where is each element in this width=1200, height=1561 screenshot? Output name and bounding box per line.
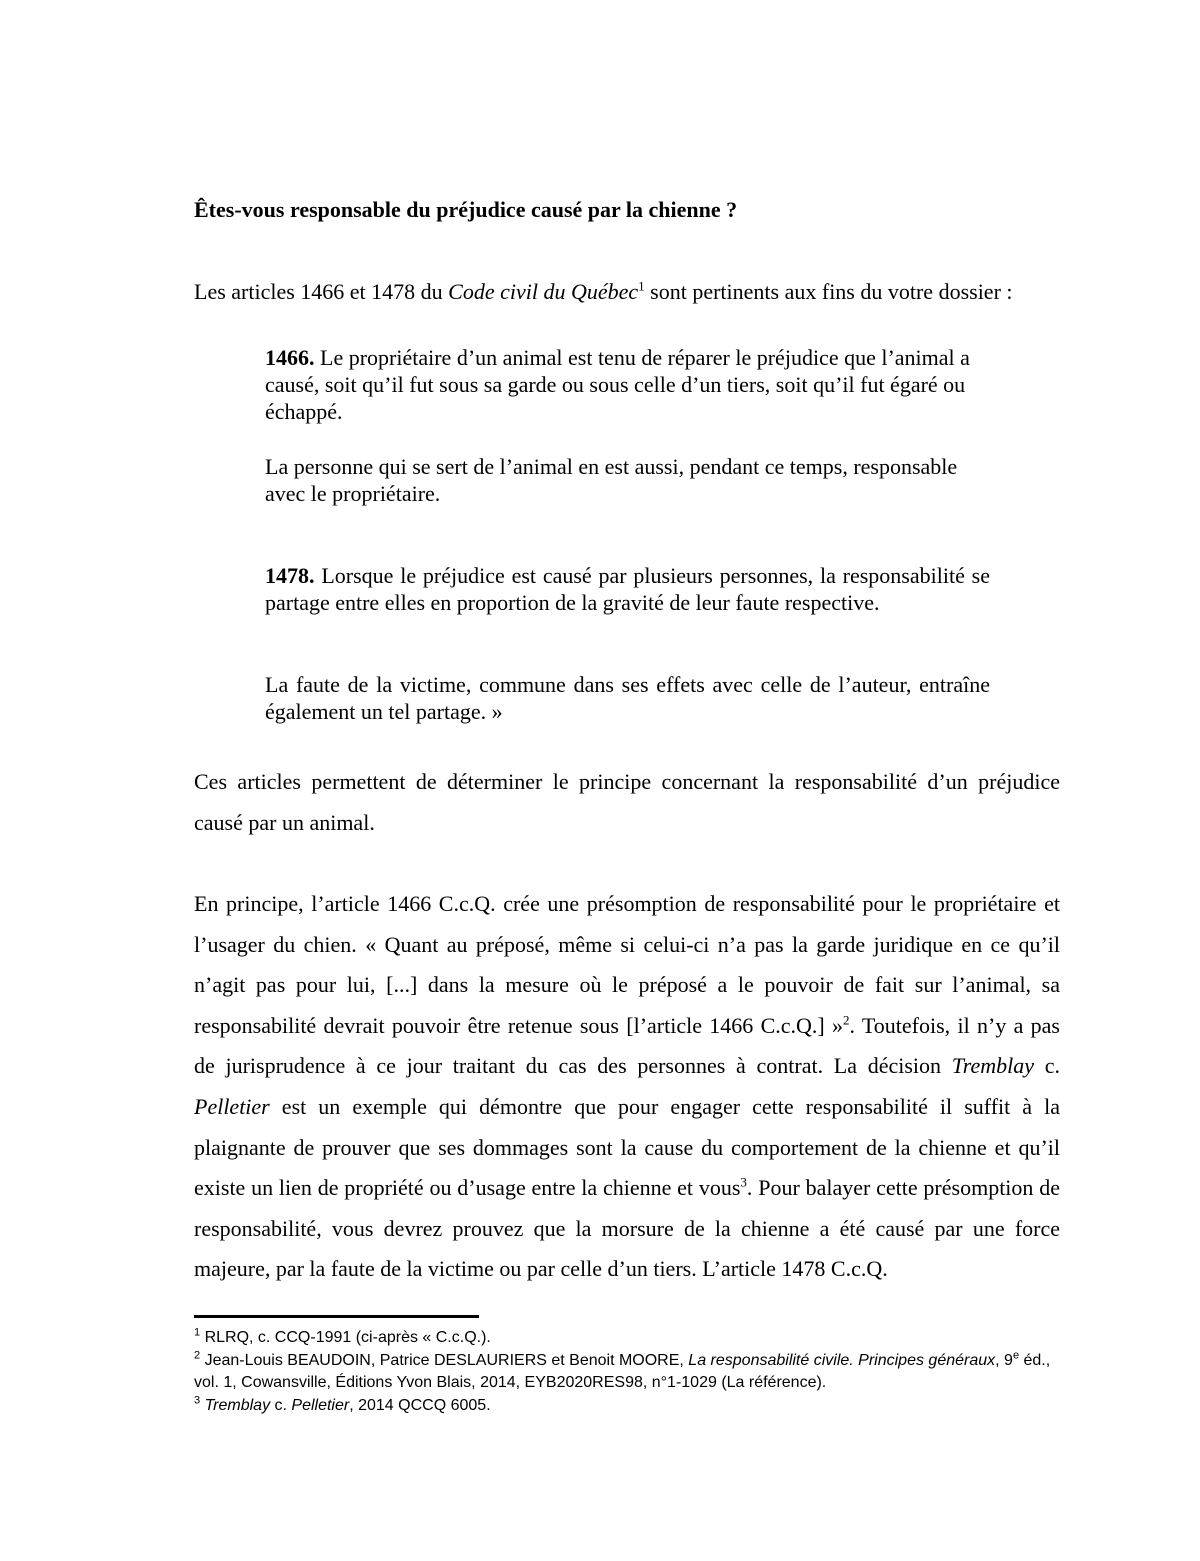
footnote-3-case-2: Pelletier — [291, 1396, 350, 1414]
intro-paragraph — [194, 279, 1013, 305]
footnote-3-rest: , 2014 QCCQ 6005. — [349, 1396, 491, 1414]
intro-text-after: sont pertinents aux fins du votre dossier : — [644, 279, 1013, 304]
article-1478-text-2: La faute de la victime, commune dans ses effets avec celle de l’auteur, entraîne également un tel partage. » — [265, 672, 990, 724]
footnote-2-edition-sup: e — [1012, 1349, 1020, 1362]
footnote-2-text-3: éd., vol. 1, Cowansville, Éditions Yvon Blais, 2014, EYB2020RES98, n°1-1029 (La référence). — [194, 1351, 1051, 1391]
para2-text-2: . Toutefois, il n’y a pas de jurisprudence à ce jour traitant du cas des personnes à contrat. La décision — [194, 1012, 1060, 1079]
footnote-3-case-1: Tremblay — [200, 1396, 271, 1414]
footnote-1-number: 1 — [194, 1326, 201, 1339]
para2-text-5: . Pour balayer cette présomption de responsabilité, vous devrez prouvez que la morsure de la chienne a été causé par une force majeure, par la faute de la victime ou par celle d’un tiers. L’article 1478 C.c.Q. — [194, 1175, 1060, 1282]
footnote-1 — [194, 1327, 1074, 1350]
article-1478-paragraph-2 — [265, 671, 990, 725]
footnote-2-book-title: La responsabilité civile. Principes généraux — [688, 1351, 996, 1369]
intro-text-before: Les articles 1466 et 1478 du — [194, 279, 449, 304]
article-1466-paragraph-2 — [265, 453, 990, 507]
footnote-3-mid: c. — [270, 1396, 292, 1414]
footnotes — [194, 1327, 1074, 1417]
footnote-3 — [194, 1395, 1074, 1418]
footnote-1-text: RLRQ, c. CCQ-1991 (ci-après « C.c.Q.). — [200, 1329, 491, 1346]
para2-text-3: c. — [1034, 1053, 1061, 1079]
footnote-2 — [194, 1350, 1074, 1395]
body-paragraph-2 — [194, 884, 1060, 1290]
case-name-pelletier: Pelletier — [194, 1093, 270, 1119]
code-title: Code civil du Québec — [448, 279, 639, 304]
footnote-2-text-1: Jean-Louis BEAUDOIN, Patrice DESLAURIERS et Benoit MOORE, — [200, 1351, 689, 1369]
case-name-tremblay: Tremblay — [951, 1053, 1035, 1079]
body-paragraph-1 — [194, 762, 1060, 843]
article-1478-number: 1478. — [265, 563, 315, 588]
footnote-2-number: 2 — [194, 1349, 201, 1362]
para2-text-1: En principe, l’article 1466 C.c.Q. crée une présomption de responsabilité pour le propriétaire et l’usager du chien. « Quant au préposé, même si celui-ci n’a pas la garde juridique en ce qu’il n’agit pas pour lui, [...] dans la mesure où le préposé a le pouvoir de fait sur l’animal, sa responsabilité devrait pouvoir être retenue sous [l’article 1466 C.c.Q.] » — [194, 891, 1060, 1038]
article-1466-paragraph-1 — [265, 344, 990, 425]
footnote-divider — [194, 1315, 479, 1318]
footnote-3-number: 3 — [194, 1394, 201, 1407]
article-1466-text-2: La personne qui se sert de l’animal en est aussi, pendant ce temps, responsable avec le propriétaire. — [265, 454, 958, 506]
footnote-ref-2: 2 — [843, 1012, 850, 1028]
footnote-2-text-2: , 9 — [995, 1351, 1013, 1369]
article-1478-text-1: Lorsque le préjudice est causé par plusieurs personnes, la responsabilité se partage entre elles en proportion de la gravité de leur faute respective. — [265, 563, 990, 615]
article-1478-paragraph-1 — [265, 562, 990, 616]
body-paragraph-1-text: Ces articles permettent de déterminer le principe concernant la responsabilité d’un préjudice causé par un animal. — [194, 769, 1060, 835]
footnote-ref-3: 3 — [740, 1174, 747, 1190]
para2-text-4: est un exemple qui démontre que pour engager cette responsabilité il suffit à la plaignante de prouver que ses dommages sont la cause du comportement de la chienne et qu’il existe un lien de propriété ou d’usage entre la chienne et vous — [194, 1093, 1060, 1201]
footnote-ref-1: 1 — [638, 278, 645, 294]
article-1466-number: 1466. — [265, 345, 315, 370]
article-1466-text-1: Le propriétaire d’un animal est tenu de réparer le préjudice que l’animal a causé, soit qu’il fut sous sa garde ou sous celle d’un tiers, soit qu’il fut égaré ou échappé. — [265, 345, 970, 424]
page-title: Êtes-vous responsable du préjudice causé par la chienne ? — [194, 197, 738, 222]
